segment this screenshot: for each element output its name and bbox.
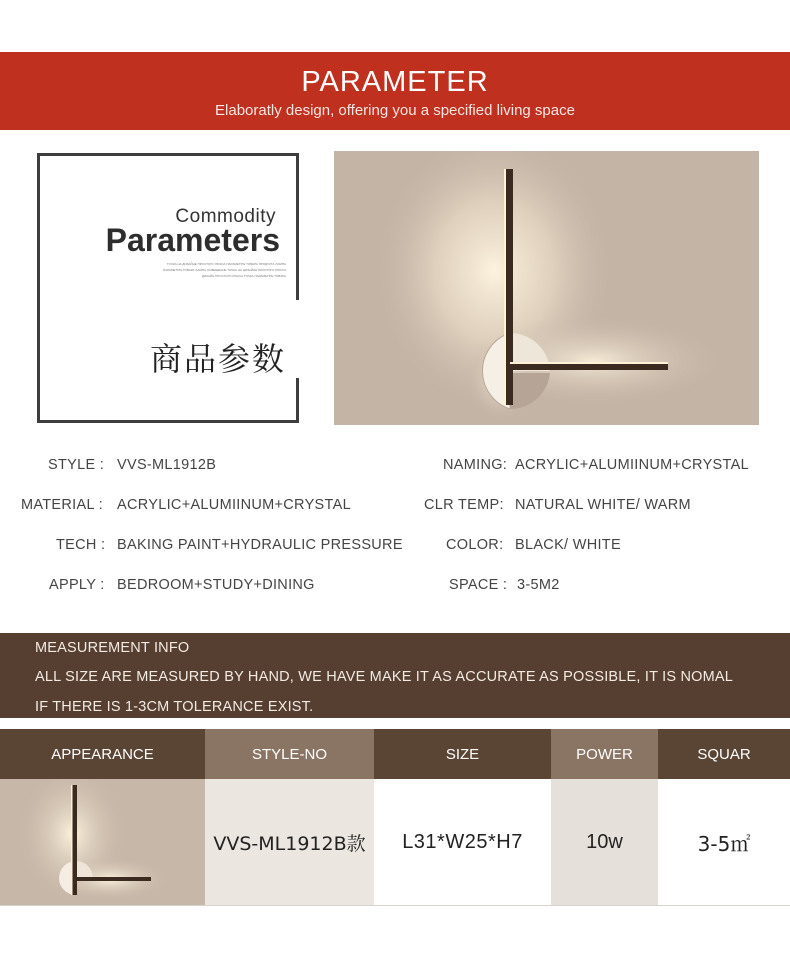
spec-style-label: STYLE : [48, 457, 105, 473]
spec-color-value: BLACK/ WHITE [515, 537, 621, 553]
header-power: POWER [551, 729, 658, 779]
measurement-heading: MEASUREMENT INFO [35, 640, 190, 656]
cell-size: L31*W25*H7 [374, 779, 551, 905]
spec-tech-label: TECH : [56, 537, 106, 553]
measurement-line-1: ALL SIZE ARE MEASURED BY HAND, WE HAVE MAKE IT AS ACCURATE AS POSSIBLE, IT IS NOMAL [35, 669, 734, 685]
thumb-vertical-light [71, 785, 73, 895]
header-size: SIZE [374, 729, 551, 779]
appearance-thumbnail [0, 779, 205, 905]
spec-clr-temp-value: NATURAL WHITE/ WARM [515, 497, 691, 513]
spec-naming-label: NAMING: [443, 457, 508, 473]
thumb-horizontal-bar [75, 877, 151, 881]
header-squar: SQUAR [658, 729, 790, 779]
spec-material-label: MATERIAL : [21, 497, 103, 513]
measurement-line-2: IF THERE IS 1-3CM TOLERANCE EXIST. [35, 699, 314, 715]
spec-apply-label: APPLY : [49, 577, 105, 593]
banner-subtitle: Elaboratly design, offering you a specified living space [215, 102, 575, 119]
fine-print-line: ПАРАМЕТРЫ ТОВАРА ЛАМПА ОСВЕЩЕНИЕ ТОЧКА НА ДИЗАЙНЕ ПРОСТОГО ЛЮКСА [163, 268, 286, 272]
banner-title: PARAMETER [301, 66, 489, 98]
spec-tech-value: BAKING PAINT+HYDRAULIC PRESSURE [117, 537, 403, 553]
cell-squar: 3-5㎡ [658, 779, 790, 905]
table-bottom-divider [0, 905, 790, 906]
spec-space-value: 3-5M2 [517, 577, 560, 593]
lamp-vertical-light [504, 169, 506, 405]
lamp-horizontal-light [510, 362, 668, 364]
commodity-chinese-title: 商品参数 [149, 340, 286, 378]
header-style-no: STYLE-NO [205, 729, 374, 779]
spec-apply-value: BEDROOM+STUDY+DINING [117, 577, 315, 593]
product-photo [334, 151, 759, 425]
commodity-label: Commodity [175, 206, 276, 227]
spec-material-value: ACRYLIC+ALUMIINUM+CRYSTAL [117, 497, 351, 513]
frame-gap [290, 300, 304, 378]
spec-style-value: VVS-ML1912B [117, 457, 217, 473]
header-appearance: APPEARANCE [0, 729, 205, 779]
commodity-frame [37, 153, 299, 423]
lamp-horizontal-bar [510, 363, 668, 370]
spec-naming-value: ACRYLIC+ALUMIINUM+CRYSTAL [515, 457, 749, 473]
spec-clr-temp-label: CLR TEMP: [424, 497, 504, 513]
fine-print-line: ТОЧКА НА ДИЗАЙНЕ ПРОСТОГО ЛЮКСА ПАРАМЕТРЫ ТОВАРА ПРОДУКТА ЛАМПА [166, 262, 286, 266]
cell-power: 10w [551, 779, 658, 905]
spec-space-label: SPACE : [449, 577, 508, 593]
parameters-label: Parameters [105, 222, 280, 258]
fine-print-line: ДИЗАЙН ПРОСТОГО ЛЮКСА ТОЧКА ПАРАМЕТРЫ ТОВАРА [201, 274, 286, 278]
spec-color-label: COLOR: [446, 537, 504, 553]
parameter-banner [0, 52, 790, 130]
cell-style-no: VVS-ML1912B款 [205, 779, 374, 905]
